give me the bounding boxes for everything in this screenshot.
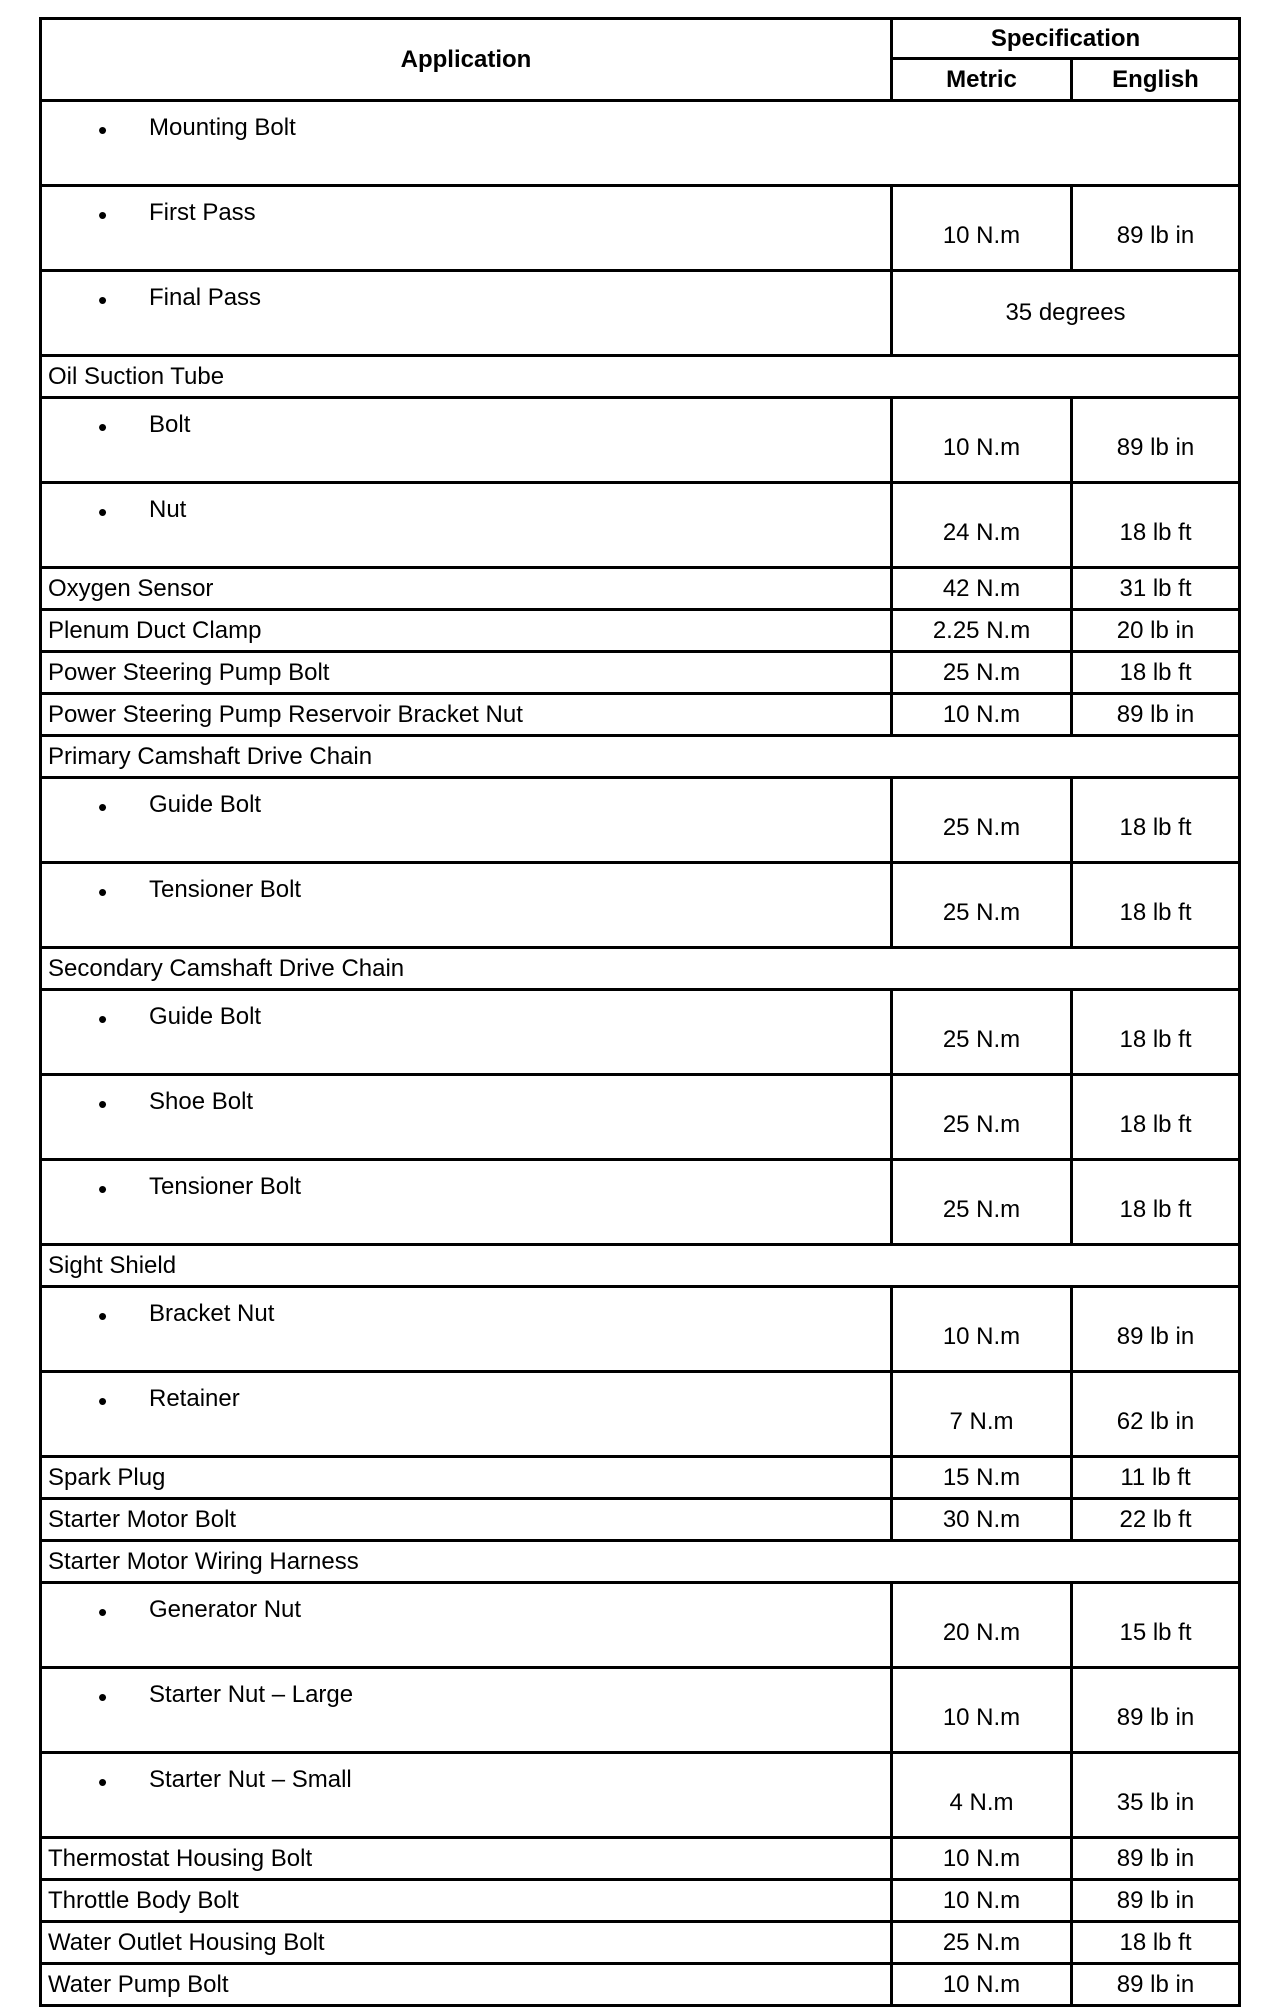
application-cell: Power Steering Pump Reservoir Bracket Nut: [41, 694, 892, 736]
bullet-icon: •: [98, 1004, 108, 1034]
metric-value: 10 N.m: [892, 1964, 1072, 2006]
sub-application-cell: [41, 1668, 892, 1753]
metric-value: 24 N.m: [892, 483, 1072, 568]
table-row: [41, 1457, 1240, 1499]
torque-spec-table: [39, 17, 1241, 2007]
sub-application-cell: [41, 778, 892, 863]
sub-application-label: Shoe Bolt: [149, 1088, 254, 1115]
english-value: 18 lb ft: [1072, 863, 1240, 948]
metric-value: 42 N.m: [892, 568, 1072, 610]
metric-value: 2.25 N.m: [892, 610, 1072, 652]
english-value: 89 lb in: [1072, 1880, 1240, 1922]
sub-application-cell: [41, 483, 892, 568]
bullet-icon: •: [98, 1386, 108, 1416]
metric-value: 10 N.m: [892, 694, 1072, 736]
english-value: 89 lb in: [1072, 1287, 1240, 1372]
application-cell: Starter Motor Bolt: [41, 1499, 892, 1541]
bullet-icon: •: [98, 1301, 108, 1331]
english-value: 18 lb ft: [1072, 1922, 1240, 1964]
sub-application-label: Generator Nut: [149, 1596, 302, 1623]
sub-application-label: Guide Bolt: [149, 1003, 262, 1030]
bullet-icon: •: [98, 792, 108, 822]
application-cell: Water Outlet Housing Bolt: [41, 1922, 892, 1964]
table-row: [41, 1245, 1240, 1287]
table-row: [41, 1922, 1240, 1964]
metric-value: 25 N.m: [892, 778, 1072, 863]
table-row: [41, 863, 1240, 948]
table-row: [41, 1160, 1240, 1245]
application-cell: Oxygen Sensor: [41, 568, 892, 610]
table-row: [41, 1838, 1240, 1880]
english-header: English: [1072, 59, 1240, 101]
metric-value: 25 N.m: [892, 990, 1072, 1075]
metric-value: 10 N.m: [892, 1287, 1072, 1372]
table-row: [41, 694, 1240, 736]
group-heading: Oil Suction Tube: [41, 356, 1240, 398]
english-value: 62 lb in: [1072, 1372, 1240, 1457]
english-value: 31 lb ft: [1072, 568, 1240, 610]
sub-application-label: Bolt: [149, 411, 191, 438]
english-value: 18 lb ft: [1072, 1075, 1240, 1160]
sub-application-cell: [41, 990, 892, 1075]
merged-spec-value: 35 degrees: [892, 271, 1240, 356]
sub-application-cell: [41, 863, 892, 948]
bullet-icon: •: [98, 1767, 108, 1797]
english-value: 18 lb ft: [1072, 990, 1240, 1075]
table-row: [41, 186, 1240, 271]
metric-value: 25 N.m: [892, 1075, 1072, 1160]
group-heading: Starter Motor Wiring Harness: [41, 1541, 1240, 1583]
english-value: 89 lb in: [1072, 398, 1240, 483]
english-value: 22 lb ft: [1072, 1499, 1240, 1541]
english-value: 18 lb ft: [1072, 652, 1240, 694]
english-value: 11 lb ft: [1072, 1457, 1240, 1499]
table-row: [41, 652, 1240, 694]
table-row: [41, 1668, 1240, 1753]
application-cell: Water Pump Bolt: [41, 1964, 892, 2006]
sub-application-cell: [41, 1160, 892, 1245]
table-row: [41, 356, 1240, 398]
application-cell: Power Steering Pump Bolt: [41, 652, 892, 694]
table-row: [41, 610, 1240, 652]
bullet-icon: •: [98, 1682, 108, 1712]
table-row: [41, 1075, 1240, 1160]
table-row: [41, 736, 1240, 778]
bullet-icon: •: [98, 115, 108, 145]
group-heading: Primary Camshaft Drive Chain: [41, 736, 1240, 778]
application-cell: Spark Plug: [41, 1457, 892, 1499]
bullet-icon: •: [98, 412, 108, 442]
table-row: [41, 990, 1240, 1075]
group-heading: Secondary Camshaft Drive Chain: [41, 948, 1240, 990]
bullet-icon: •: [98, 1174, 108, 1204]
sub-application-label: Mounting Bolt: [149, 114, 296, 141]
application-cell: Thermostat Housing Bolt: [41, 1838, 892, 1880]
english-value: 89 lb in: [1072, 1838, 1240, 1880]
english-value: 35 lb in: [1072, 1753, 1240, 1838]
metric-value: 25 N.m: [892, 1922, 1072, 1964]
metric-value: 25 N.m: [892, 1160, 1072, 1245]
group-heading: Sight Shield: [41, 1245, 1240, 1287]
metric-value: 10 N.m: [892, 1838, 1072, 1880]
table-row: [41, 1372, 1240, 1457]
metric-value: 10 N.m: [892, 1668, 1072, 1753]
english-value: 18 lb ft: [1072, 1160, 1240, 1245]
table-row: [41, 568, 1240, 610]
sub-application-cell: [41, 101, 1240, 186]
bullet-icon: •: [98, 877, 108, 907]
table-row: [41, 1753, 1240, 1838]
table-row: [41, 271, 1240, 356]
english-value: 89 lb in: [1072, 694, 1240, 736]
table-row: [41, 1964, 1240, 2006]
application-cell: Plenum Duct Clamp: [41, 610, 892, 652]
bullet-icon: •: [98, 1089, 108, 1119]
metric-value: 15 N.m: [892, 1457, 1072, 1499]
bullet-icon: •: [98, 1597, 108, 1627]
application-header: Application: [41, 19, 892, 101]
sub-application-cell: [41, 1287, 892, 1372]
sub-application-cell: [41, 398, 892, 483]
english-value: 18 lb ft: [1072, 778, 1240, 863]
metric-header: Metric: [892, 59, 1072, 101]
english-value: 15 lb ft: [1072, 1583, 1240, 1668]
sub-application-label: Nut: [149, 496, 187, 523]
bullet-icon: •: [98, 200, 108, 230]
table-row: [41, 1583, 1240, 1668]
bullet-icon: •: [98, 497, 108, 527]
table-row: [41, 778, 1240, 863]
table-row: [41, 483, 1240, 568]
specification-header: Specification: [892, 19, 1240, 59]
sub-application-label: First Pass: [149, 199, 256, 226]
table-row: [41, 948, 1240, 990]
metric-value: 10 N.m: [892, 398, 1072, 483]
metric-value: 10 N.m: [892, 1880, 1072, 1922]
sub-application-cell: [41, 1583, 892, 1668]
sub-application-label: Starter Nut – Large: [149, 1681, 354, 1708]
sub-application-cell: [41, 1753, 892, 1838]
english-value: 89 lb in: [1072, 1668, 1240, 1753]
sub-application-cell: [41, 1075, 892, 1160]
table-row: [41, 1880, 1240, 1922]
sub-application-cell: [41, 1372, 892, 1457]
bullet-icon: •: [98, 285, 108, 315]
table-row: [41, 101, 1240, 186]
table-row: [41, 1287, 1240, 1372]
sub-application-label: Guide Bolt: [149, 791, 262, 818]
english-value: 18 lb ft: [1072, 483, 1240, 568]
sub-application-cell: [41, 271, 892, 356]
metric-value: 25 N.m: [892, 863, 1072, 948]
english-value: 89 lb in: [1072, 186, 1240, 271]
metric-value: 10 N.m: [892, 186, 1072, 271]
sub-application-label: Tensioner Bolt: [149, 876, 302, 903]
table-row: [41, 1499, 1240, 1541]
table-body: [41, 101, 1240, 2006]
metric-value: 30 N.m: [892, 1499, 1072, 1541]
metric-value: 25 N.m: [892, 652, 1072, 694]
sub-application-label: Final Pass: [149, 284, 262, 311]
sub-application-label: Tensioner Bolt: [149, 1173, 302, 1200]
metric-value: 20 N.m: [892, 1583, 1072, 1668]
sub-application-cell: [41, 186, 892, 271]
metric-value: 4 N.m: [892, 1753, 1072, 1838]
table-header: [41, 19, 1240, 101]
metric-value: 7 N.m: [892, 1372, 1072, 1457]
table-row: [41, 1541, 1240, 1583]
sub-application-label: Bracket Nut: [149, 1300, 275, 1327]
application-cell: Throttle Body Bolt: [41, 1880, 892, 1922]
english-value: 89 lb in: [1072, 1964, 1240, 2006]
sub-application-label: Starter Nut – Small: [149, 1766, 352, 1793]
table-row: [41, 398, 1240, 483]
english-value: 20 lb in: [1072, 610, 1240, 652]
sub-application-label: Retainer: [149, 1385, 240, 1412]
